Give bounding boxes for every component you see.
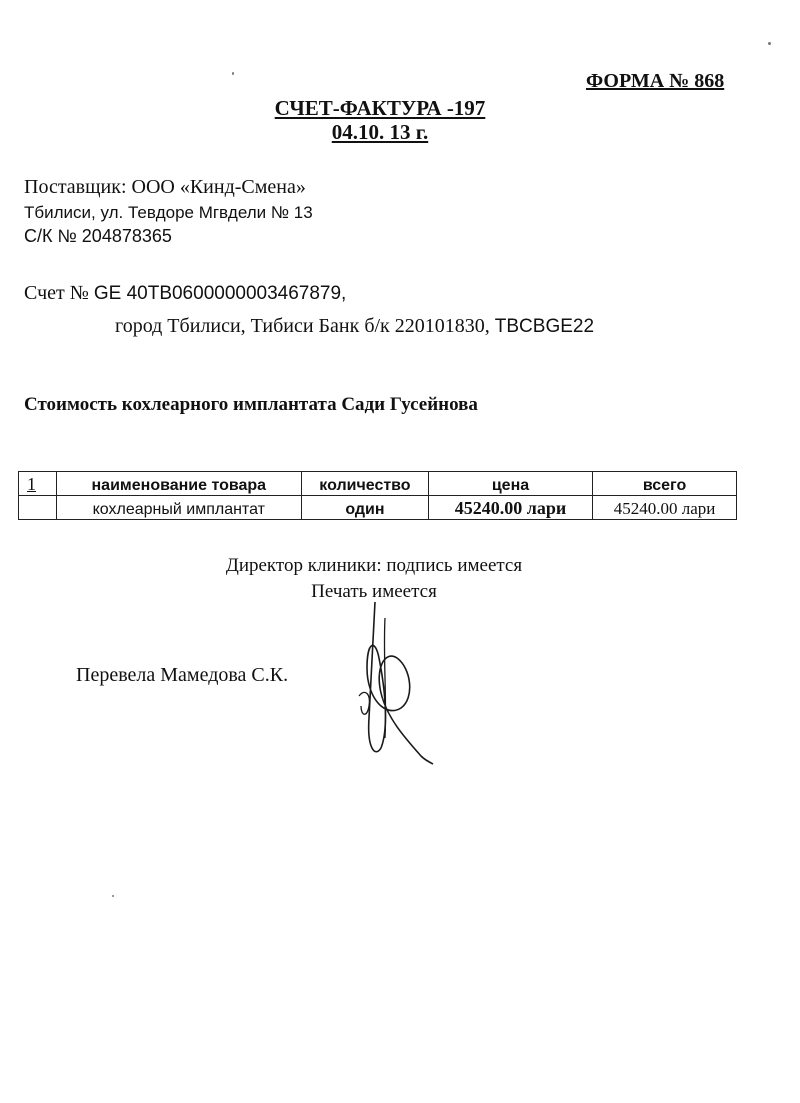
translator-line: Перевела Мамедова С.К.: [76, 664, 289, 686]
scan-speck: [112, 895, 114, 897]
items-table: [18, 471, 737, 520]
cell-quantity: один: [302, 496, 429, 520]
scan-speck: [768, 42, 771, 45]
table-row: [19, 496, 737, 520]
supplier-address: Тбилиси, ул. Тевдоре Мгвдели № 13: [24, 203, 313, 222]
cost-title: Стоимость кохлеарного имплантата Сади Гусейнова: [24, 394, 478, 415]
empty-cell: [19, 496, 57, 520]
account-label: Счет №: [24, 282, 94, 304]
table-header-row: [19, 472, 737, 496]
account-number: GE 40TB0600000003467879,: [93, 283, 347, 304]
stamp-line: Печать имеется: [311, 581, 437, 602]
signature-icon: [345, 598, 435, 768]
bank-account: [24, 282, 346, 305]
header-quantity: количество: [302, 472, 429, 496]
director-line: Директор клиники: подпись имеется: [225, 555, 523, 576]
row-number: 1: [19, 472, 57, 496]
cell-total: 45240.00 лари: [593, 496, 737, 520]
document-title: СЧЕТ-ФАКТУРА -197: [274, 96, 486, 120]
form-number: ФОРМА № 868: [586, 70, 725, 92]
cell-name: кохлеарный имплантат: [56, 496, 301, 520]
header-price: цена: [428, 472, 592, 496]
supplier-tax-id: С/К № 204878365: [24, 226, 172, 246]
document-date: 04.10. 13 г.: [331, 120, 429, 144]
header-total: всего: [593, 472, 737, 496]
bank-swift: TBCBGE22: [494, 316, 595, 337]
bank-line: город Тбилиси, Тибиси Банк б/к 220101830,: [115, 315, 495, 337]
cell-price: 45240.00 лари: [428, 496, 592, 520]
bank-details: [115, 315, 594, 338]
header-name: наименование товара: [56, 472, 301, 496]
supplier-name: Поставщик: ООО «Кинд-Смена»: [24, 176, 306, 198]
scan-speck: [232, 72, 234, 75]
